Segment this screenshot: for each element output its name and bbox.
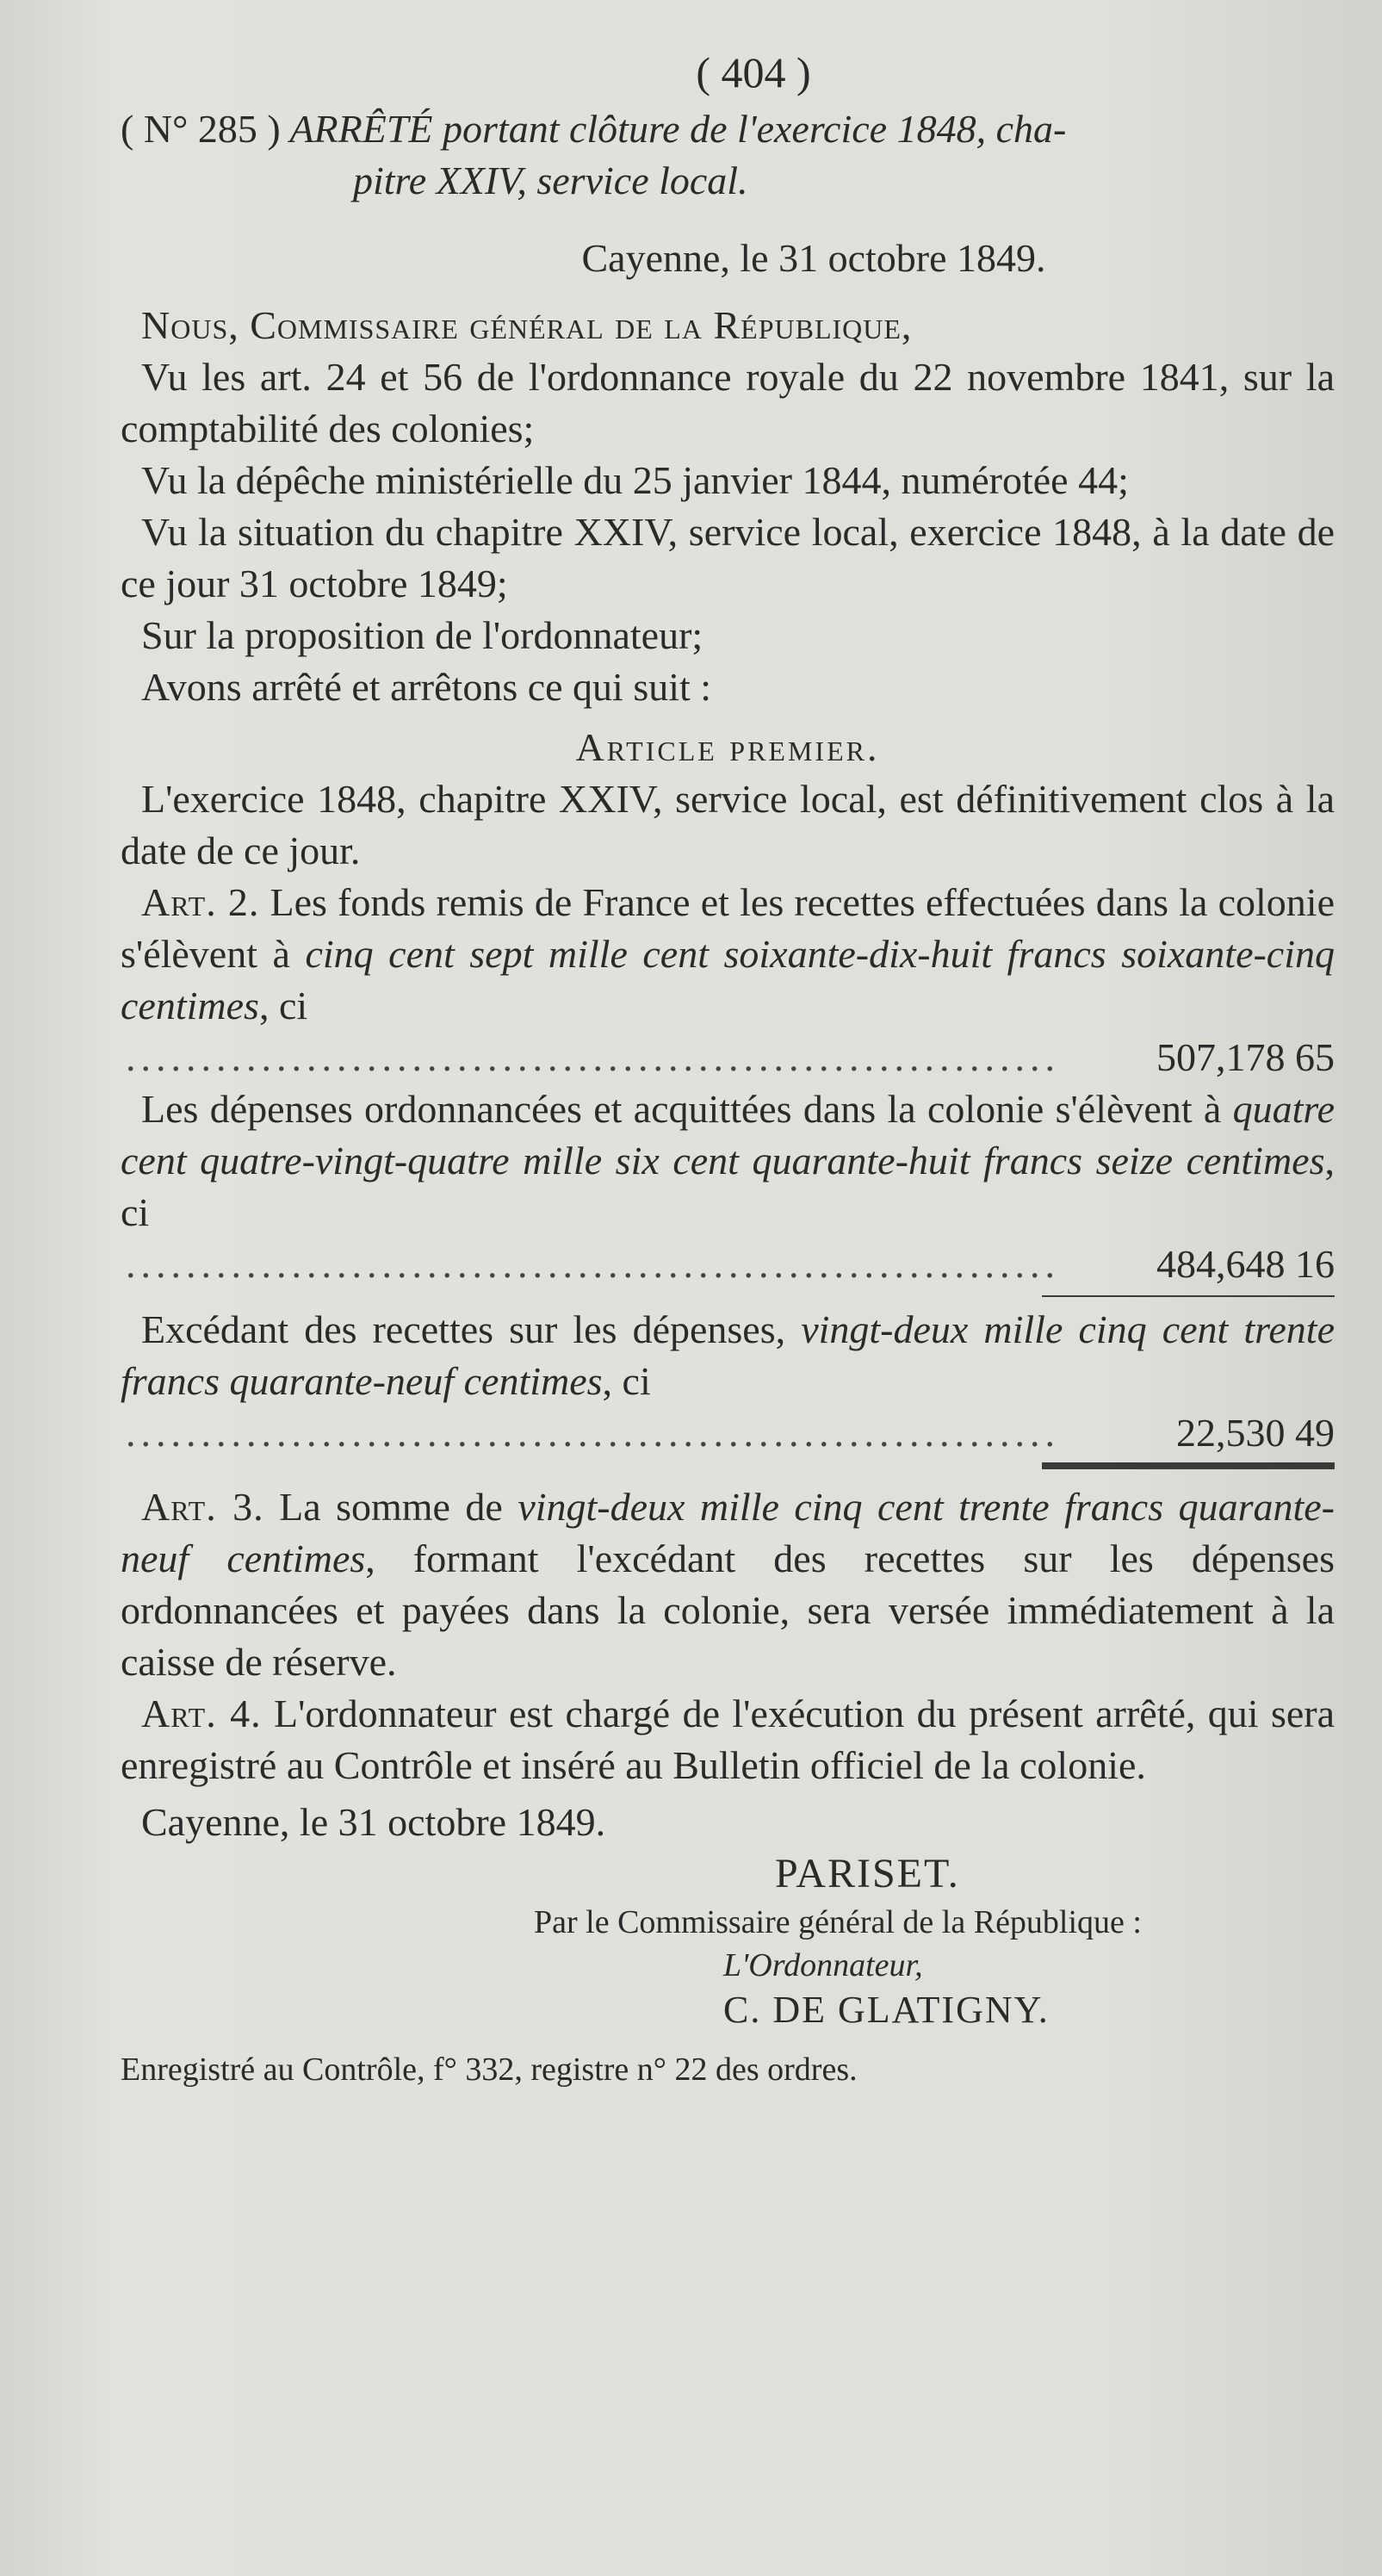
par-commissaire: Par le Commissaire général de la République :: [534, 1904, 1142, 1940]
dateline: Cayenne, le 31 octobre 1849.: [581, 236, 1046, 280]
art3-text-b: , formant l'excédant des recettes sur les dépenses ordonnancées et payées dans la colonie, sera versée immédiatement à la caisse de réserve.: [121, 1536, 1335, 1684]
depenses-amount-row: [121, 1238, 1335, 1290]
art2-recettes-ci: , ci: [258, 984, 308, 1027]
art2-depenses: [121, 1083, 1335, 1238]
article-premier-heading: Article premier.: [575, 725, 880, 769]
decree-title: [121, 103, 1335, 207]
art2-label: Art. 2.: [141, 880, 260, 924]
preamble-vu-3: Vu la situation du chapitre XXIV, service local, exercice 1848, à la date de ce jour 31 octobre 1849;: [121, 510, 1335, 605]
art2-excedant: [121, 1304, 1335, 1407]
art2-recettes-text: Les fonds remis de France et les recettes effectuées dans la colonie s'élèvent à: [121, 880, 1335, 976]
signer2-name: C. DE GLATIGNY.: [723, 1989, 1050, 2031]
closing-date: Cayenne, le 31 octobre 1849.: [141, 1800, 606, 1844]
excedant-amount: 22,530 49: [1176, 1411, 1335, 1455]
leader-dots: ..............................................................: [126, 1242, 1060, 1286]
art2-recettes-words: cinq cent sept mille cent soixante-dix-huit francs soixante-cinq centimes: [121, 932, 1336, 1027]
preamble-vu-2: Vu la dépêche ministérielle du 25 janvier 1844, numérotée 44;: [141, 458, 1129, 502]
art4: [121, 1688, 1335, 1791]
leader-dots: ..............................................................: [126, 1411, 1060, 1455]
total-rule: [1042, 1462, 1335, 1469]
art4-label: Art. 4.: [141, 1691, 262, 1735]
signature-block: [121, 1797, 1335, 2034]
document-body: [121, 41, 1335, 2093]
art3-words: vingt-deux mille cinq cent trente francs quarante-neuf centimes: [121, 1485, 1336, 1580]
art2-depenses-text: Les dépenses ordonnancées et acquittées dans la colonie s'élèvent à: [141, 1087, 1222, 1131]
art3-label: Art. 3.: [141, 1485, 264, 1529]
title-line-2: pitre XXIV, service local.: [353, 158, 748, 202]
excedant-amount-row: [121, 1407, 1335, 1459]
recettes-amount-row: [121, 1032, 1335, 1083]
art2-excedant-words: vingt-deux mille cinq cent trente francs quarante-neuf centimes: [121, 1307, 1335, 1403]
signer-name: PARISET.: [775, 1851, 960, 1896]
art2-depenses-ci: , ci: [121, 1139, 1335, 1234]
art4-text: L'ordonnateur est chargé de l'exécution du présent arrêté, qui sera enregistré au Contrôle et inséré au Bulletin officiel de la colonie.: [121, 1691, 1336, 1787]
art2-excedant-text: Excédant des recettes sur les dépenses,: [141, 1307, 786, 1351]
decree-number: ( N° 285 ): [121, 107, 281, 151]
preamble-vu-1: Vu les art. 24 et 56 de l'ordonnance royale du 22 novembre 1841, sur la comptabilité des colonies;: [121, 355, 1335, 450]
registration-note: Enregistré au Contrôle, f° 332, registre n° 22 des ordres.: [121, 2051, 858, 2088]
sum-rule: [1042, 1295, 1335, 1297]
preamble-sur: Sur la proposition de l'ordonnateur;: [141, 613, 703, 657]
art2-depenses-words: quatre cent quatre-vingt-quatre mille six cent quarante-huit francs seize centimes: [121, 1087, 1335, 1182]
depenses-amount: 484,648 16: [1156, 1242, 1335, 1286]
ordonnateur-title: L'Ordonnateur,: [723, 1947, 923, 1983]
article-premier-text: L'exercice 1848, chapitre XXIV, service local, est définitivement clos à la date de ce jour.: [121, 777, 1335, 872]
preamble-avons: Avons arrêté et arrêtons ce qui suit :: [141, 665, 712, 709]
page-number: ( 404 ): [696, 48, 811, 96]
art2-recettes: [121, 877, 1335, 1032]
art3-text-a: La somme de: [279, 1485, 503, 1529]
recettes-amount: 507,178 65: [1156, 1035, 1335, 1079]
title-line-1: ARRÊTÉ portant clôture de l'exercice 1848, cha-: [289, 107, 1067, 151]
art2-excedant-ci: , ci: [602, 1359, 651, 1403]
art3: [121, 1481, 1335, 1688]
leader-dots: ..............................................................: [126, 1035, 1060, 1079]
preamble-nous: Nous, Commissaire général de la République,: [141, 303, 913, 347]
